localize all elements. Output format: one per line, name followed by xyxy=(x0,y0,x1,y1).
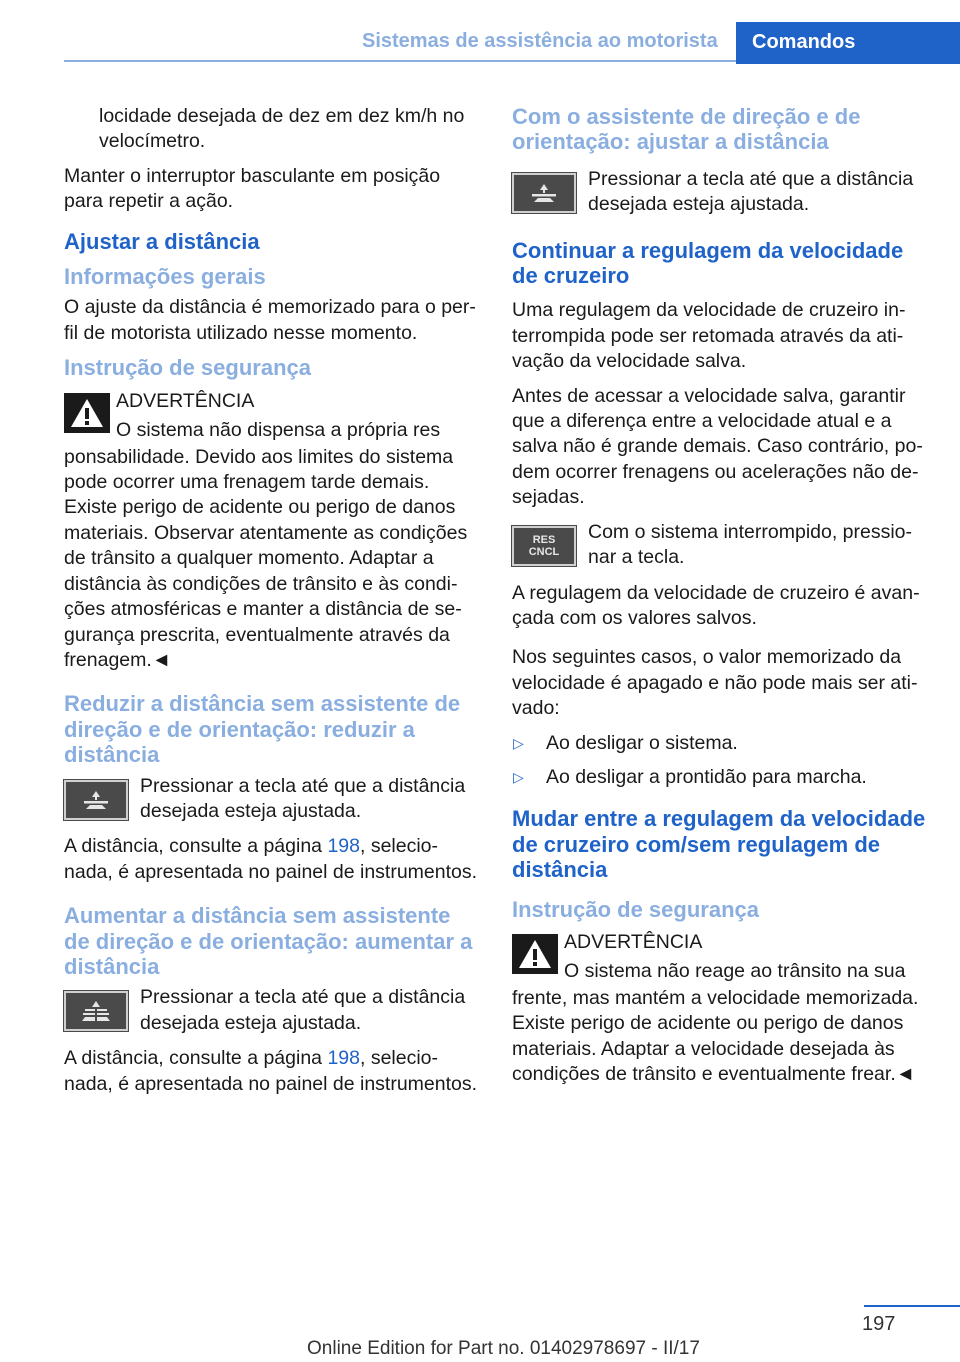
reduce-distance-row xyxy=(64,774,478,825)
header-rule xyxy=(64,60,736,62)
list-item xyxy=(512,731,926,756)
reduce-distance-text: Pressionar a tecla até que a distância desejada esteja ajustada. xyxy=(140,774,466,822)
list-item-text: Ao desligar o sistema. xyxy=(546,731,738,754)
heading-switch-cruise: Mudar entre a regulagem da velocidade de cruzeiro com/sem regulagem de distância xyxy=(512,806,926,883)
warning-text-first: O sistema não dispensa a própria res xyxy=(116,418,441,441)
continued-paragraph: locidade desejada de dez em dez km/h no velocímetro. xyxy=(99,105,465,153)
cases-paragraph: Nos seguintes casos, o valor memorizado da velocidade é apagado e não pode mais ser ativado: xyxy=(512,646,918,720)
reference-text-after-1: , selecionada, é apresentada no painel de instrumentos. xyxy=(64,835,478,883)
left-column xyxy=(64,104,478,1106)
warning-text-first-2: O sistema não reage ao trânsito na sua xyxy=(564,959,906,982)
list-item-text: Ao desligar a prontidão para marcha. xyxy=(546,765,867,788)
page-link-198-2[interactable]: 198 xyxy=(327,1047,360,1070)
heading-increase-distance: Aumentar a distância sem assistente de direção e de orientação: aumentar a distância xyxy=(64,903,473,979)
heading-reduce-distance: Reduzir a distância sem assistente de direção e de orientação: reduzir a distância xyxy=(64,691,461,768)
page-number: 197 xyxy=(862,1313,896,1335)
assistant-distance-text: Pressionar a tecla até que a distância desejada esteja ajustada. xyxy=(588,167,914,216)
increase-distance-row xyxy=(64,985,478,1036)
heading-safety-instruction: Instrução de segurança xyxy=(64,355,311,381)
heading-continue-cruise: Continuar a regulagem da velocidade de cruzeiro xyxy=(512,237,904,289)
heading-with-assistant: Com o assistente de direção e de orientação: ajustar a distância xyxy=(512,104,861,155)
heading-general-info: Informações gerais xyxy=(64,264,266,290)
warning-triangle-icon xyxy=(512,934,558,974)
res-cncl-key-label: RES CNCL xyxy=(528,533,560,558)
continue-paragraph-1: Uma regulagem da velocidade de cruzeiro interrompida pode ser retomada através da ativação da velocidade salva. xyxy=(512,299,906,373)
warning-text-rest: ponsabilidade. Devido aos limites do sistema pode ocorrer uma frenagem tarde demais. Existe perigo de acidente ou perigo de danos materiais. Observar atentamente as condições de trânsito a qualquer momento. Adaptar a distância às condições de trânsito e às condições atmosféricas e manter a distância de segurança prescrita, eventualmente através da frenagem.◄ xyxy=(64,445,468,671)
warning-text-rest-2: frente, mas mantém a velocidade memorizada. Existe perigo de acidente ou perigo de danos materiais. Adaptar a velocidade desejada às condições de trânsito e eventualmente frear.◄ xyxy=(512,986,919,1086)
general-info-paragraph: O ajuste da distância é memorizado para o perfil de motorista utilizado nesse momento. xyxy=(64,296,476,344)
warning-title: ADVERTÊNCIA xyxy=(116,389,255,412)
header-tab-comandos[interactable]: Comandos xyxy=(736,22,960,64)
footer-rule xyxy=(864,1305,960,1307)
res-cncl-key-icon xyxy=(512,526,576,566)
page-link-198-1[interactable]: 198 xyxy=(327,835,360,858)
warning-block-2 xyxy=(512,928,926,1088)
reference-paragraph-2 xyxy=(64,1046,478,1097)
reference-text-before-1: A distância, consulte a página xyxy=(64,835,328,858)
warning-title-2: ADVERTÊNCIA xyxy=(564,930,703,953)
reference-text-before-2: A distância, consulte a página xyxy=(64,1047,328,1070)
warning-triangle-icon xyxy=(64,393,110,433)
continue-paragraph-2: Antes de acessar a velocidade salva, garantir que a diferença entre a velocidade atual e a salva não é grande demais. Caso contrário, podem ocorrer frenagens ou acelerações não desejadas. xyxy=(512,384,923,509)
heading-safety-instruction-2: Instrução de segurança xyxy=(512,896,759,922)
triangle-bullet-icon: ▷ xyxy=(513,734,524,751)
edition-footer: Online Edition for Part no. 01402978697 - II/17 xyxy=(307,1338,700,1359)
increase-distance-text: Pressionar a tecla até que a distância desejada esteja ajustada. xyxy=(140,986,466,1034)
res-cncl-text: Com o sistema interrompido, pressionar a tecla. xyxy=(588,520,913,569)
reduce-distance-key-icon xyxy=(64,780,128,820)
cases-list xyxy=(512,731,926,791)
triangle-bullet-icon: ▷ xyxy=(513,768,524,785)
assistant-distance-key-icon xyxy=(512,173,576,213)
hold-switch-paragraph: Manter o interruptor basculante em posição para repetir a ação. xyxy=(64,164,441,213)
heading-adjust-distance: Ajustar a distância xyxy=(64,228,260,254)
header-section-title: Sistemas de assistência ao motorista xyxy=(362,30,718,52)
right-column xyxy=(512,104,926,1098)
resumed-paragraph: A regulagem da velocidade de cruzeiro é avançada com os valores salvos. xyxy=(512,581,920,629)
assistant-distance-row xyxy=(512,167,926,218)
increase-distance-key-icon xyxy=(64,991,128,1031)
list-item xyxy=(512,765,926,790)
reference-paragraph-1 xyxy=(64,834,478,885)
res-cncl-row xyxy=(512,520,926,571)
reference-text-after-2: , selecionada, é apresentada no painel de instrumentos. xyxy=(64,1047,478,1095)
warning-block xyxy=(64,387,478,674)
